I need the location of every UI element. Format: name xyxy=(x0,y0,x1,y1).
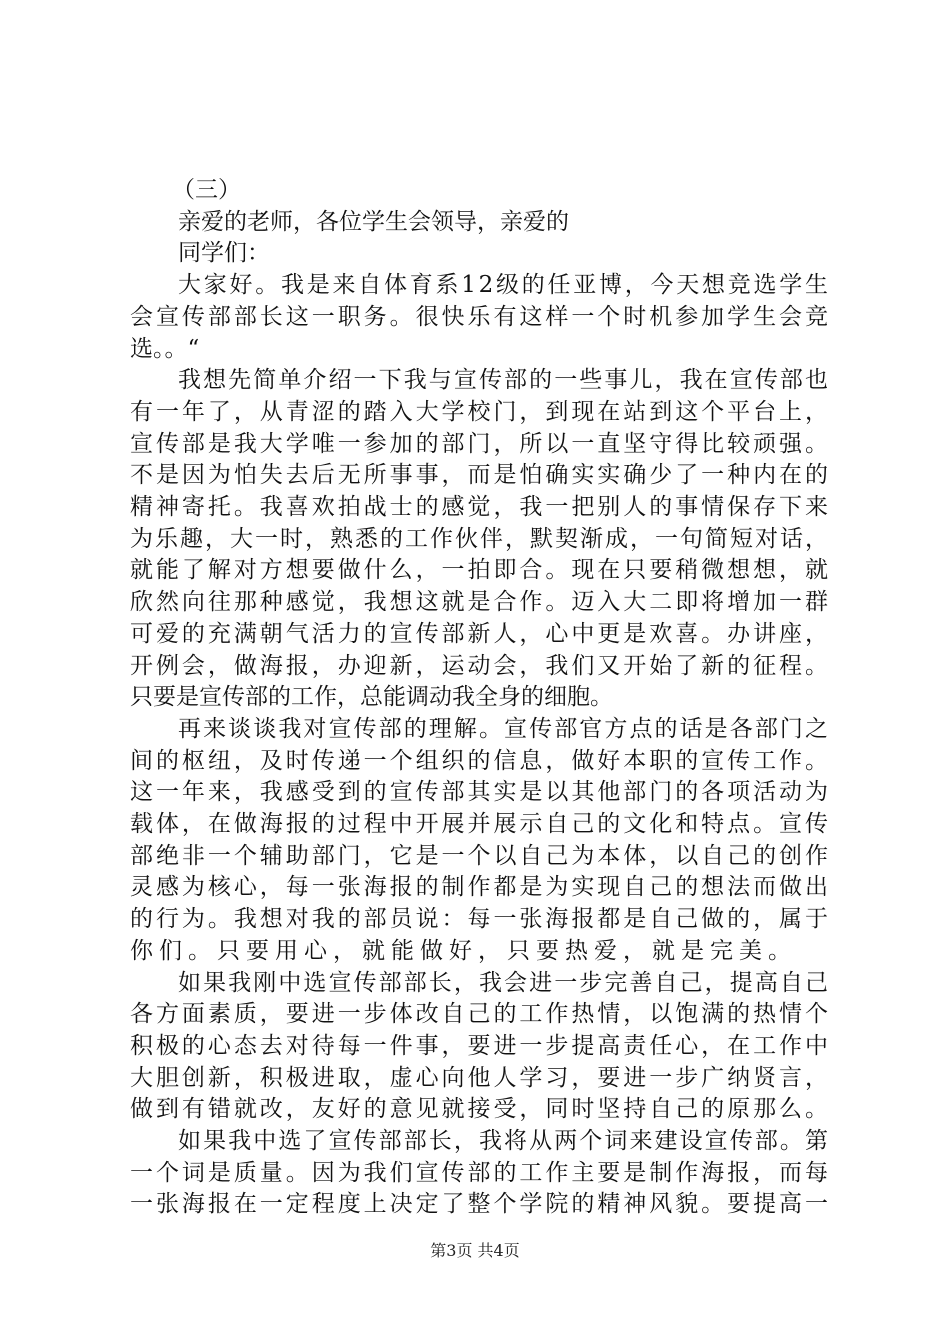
text-line-content: 这一年来，我感受到的宣传部其实是以其他部门的各项活动为 xyxy=(130,779,831,806)
text-line-content: 的行为。我想对我的部员说：每一张海报都是自己做的，属于 xyxy=(130,906,831,933)
text-line-content: 就能了解对方想要做什么，一拍即合。现在只要稍微想想，就 xyxy=(130,557,831,584)
text-line-content: 会宣传部部长这一职务。很快乐有这样一个时机参加学生会竞 xyxy=(130,303,831,330)
text-line xyxy=(0,586,950,618)
text-line xyxy=(0,428,950,460)
text-line-content: 大家好。我是来自体育系12级的任亚博，今天想竞选学生 xyxy=(178,272,831,299)
text-line xyxy=(0,871,950,903)
paragraph-first-line xyxy=(0,174,950,206)
text-line xyxy=(0,681,950,713)
text-line-content: 如果我刚中选宣传部部长，我会进一步完善自己，提高自己 xyxy=(178,969,831,996)
text-line-content: 部绝非一个辅助部门，它是一个以自己为本体，以自己的创作 xyxy=(130,842,831,869)
text-line-content: 载体，在做海报的过程中开展并展示自己的文化和特点。宣传 xyxy=(130,811,831,837)
paragraph-first-line xyxy=(0,1125,950,1157)
text-line-content: （三） xyxy=(172,177,241,203)
paragraph-first-line xyxy=(0,269,950,301)
text-line-content: 你们。只要用心，就能做好，只要热爱，就是完美。 xyxy=(130,937,797,964)
text-line xyxy=(0,1188,950,1220)
text-line xyxy=(0,998,950,1030)
text-line-content: 做到有错就改，友好的意见就接受，同时坚持自己的原那么。 xyxy=(130,1096,831,1123)
text-line-content: 各方面素质，要进一步体改自己的工作热情，以饱满的热情个 xyxy=(130,1001,831,1028)
text-line xyxy=(0,1030,950,1062)
text-line xyxy=(0,1093,950,1125)
text-line xyxy=(0,301,950,333)
text-line xyxy=(0,554,950,586)
text-line xyxy=(0,1062,950,1094)
text-line xyxy=(0,396,950,428)
text-line-content: 大胆创新，积极进取，虚心向他人学习，要进一步广纳贤言， xyxy=(130,1064,831,1091)
paragraph-first-line xyxy=(0,206,950,238)
text-line-content: 有一年了，从青涩的踏入大学校门，到现在站到这个平台上， xyxy=(130,398,831,425)
text-line xyxy=(0,650,950,682)
text-line xyxy=(0,459,950,491)
paragraph-first-line xyxy=(0,713,950,745)
text-line-content: 选。。“ xyxy=(130,335,200,362)
text-line xyxy=(0,840,950,872)
text-line-content: 我想先简单介绍一下我与宣传部的一些事儿，我在宣传部也 xyxy=(178,367,831,394)
text-line-content: 如果我中选了宣传部部长，我将从两个词来建设宣传部。第 xyxy=(178,1128,831,1154)
text-line xyxy=(0,333,950,365)
text-line xyxy=(0,776,950,808)
paragraph-first-line xyxy=(0,967,950,999)
text-line-content: 一张海报在一定程度上决定了整个学院的精神风貌。要提高一 xyxy=(130,1191,831,1218)
text-line-content: 只要是宣传部的工作，总能调动我全身的细胞。 xyxy=(130,684,613,711)
text-line-content: 精神寄托。我喜欢拍战士的感觉，我一把别人的事情保存下来 xyxy=(130,494,831,520)
text-line-content: 为乐趣，大一时，熟悉的工作伙伴，默契渐成，一句简短对话， xyxy=(130,525,830,552)
text-line-content: 开例会，做海报，办迎新，运动会，我们又开始了新的征程。 xyxy=(130,652,831,679)
text-line xyxy=(0,491,950,523)
text-line-content: 积极的心态去对待每一件事，要进一步提高责任心，在工作中 xyxy=(130,1032,831,1059)
text-line xyxy=(0,618,950,650)
text-line-content: 宣传部是我大学唯一参加的部门，所以一直坚守得比较顽强。 xyxy=(130,430,831,457)
text-line-content: 一个词是质量。因为我们宣传部的工作主要是制作海报，而每 xyxy=(130,1159,831,1186)
text-line-content: 可爱的充满朝气活力的宣传部新人，心中更是欢喜。办讲座， xyxy=(130,620,831,647)
text-line xyxy=(0,903,950,935)
text-line xyxy=(0,1157,950,1189)
text-line xyxy=(0,935,950,967)
paragraph-first-line xyxy=(0,364,950,396)
text-line-content: 欣然向往那种感觉，我想这就是合作。迈入大二即将增加一群 xyxy=(130,589,831,616)
text-line xyxy=(0,523,950,555)
text-line-content: 同学们： xyxy=(178,240,270,267)
text-line-content: 间的枢纽，及时传递一个组织的信息，做好本职的宣传工作。 xyxy=(130,747,831,774)
paragraph-first-line xyxy=(0,237,950,269)
page-footer: 第3页 共4页 xyxy=(430,1241,520,1260)
text-line-content: 再来谈谈我对宣传部的理解。宣传部官方点的话是各部门之 xyxy=(178,715,831,742)
text-line-content: 不是因为怕失去后无所事事，而是怕确实实确少了一种内在的 xyxy=(130,462,831,489)
text-line-content: 亲爱的老师，各位学生会领导，亲爱的 xyxy=(178,208,569,235)
text-line xyxy=(0,808,950,840)
text-line xyxy=(0,745,950,777)
text-line-content: 灵感为核心，每一张海报的制作都是为实现自己的想法而做出 xyxy=(130,874,831,901)
